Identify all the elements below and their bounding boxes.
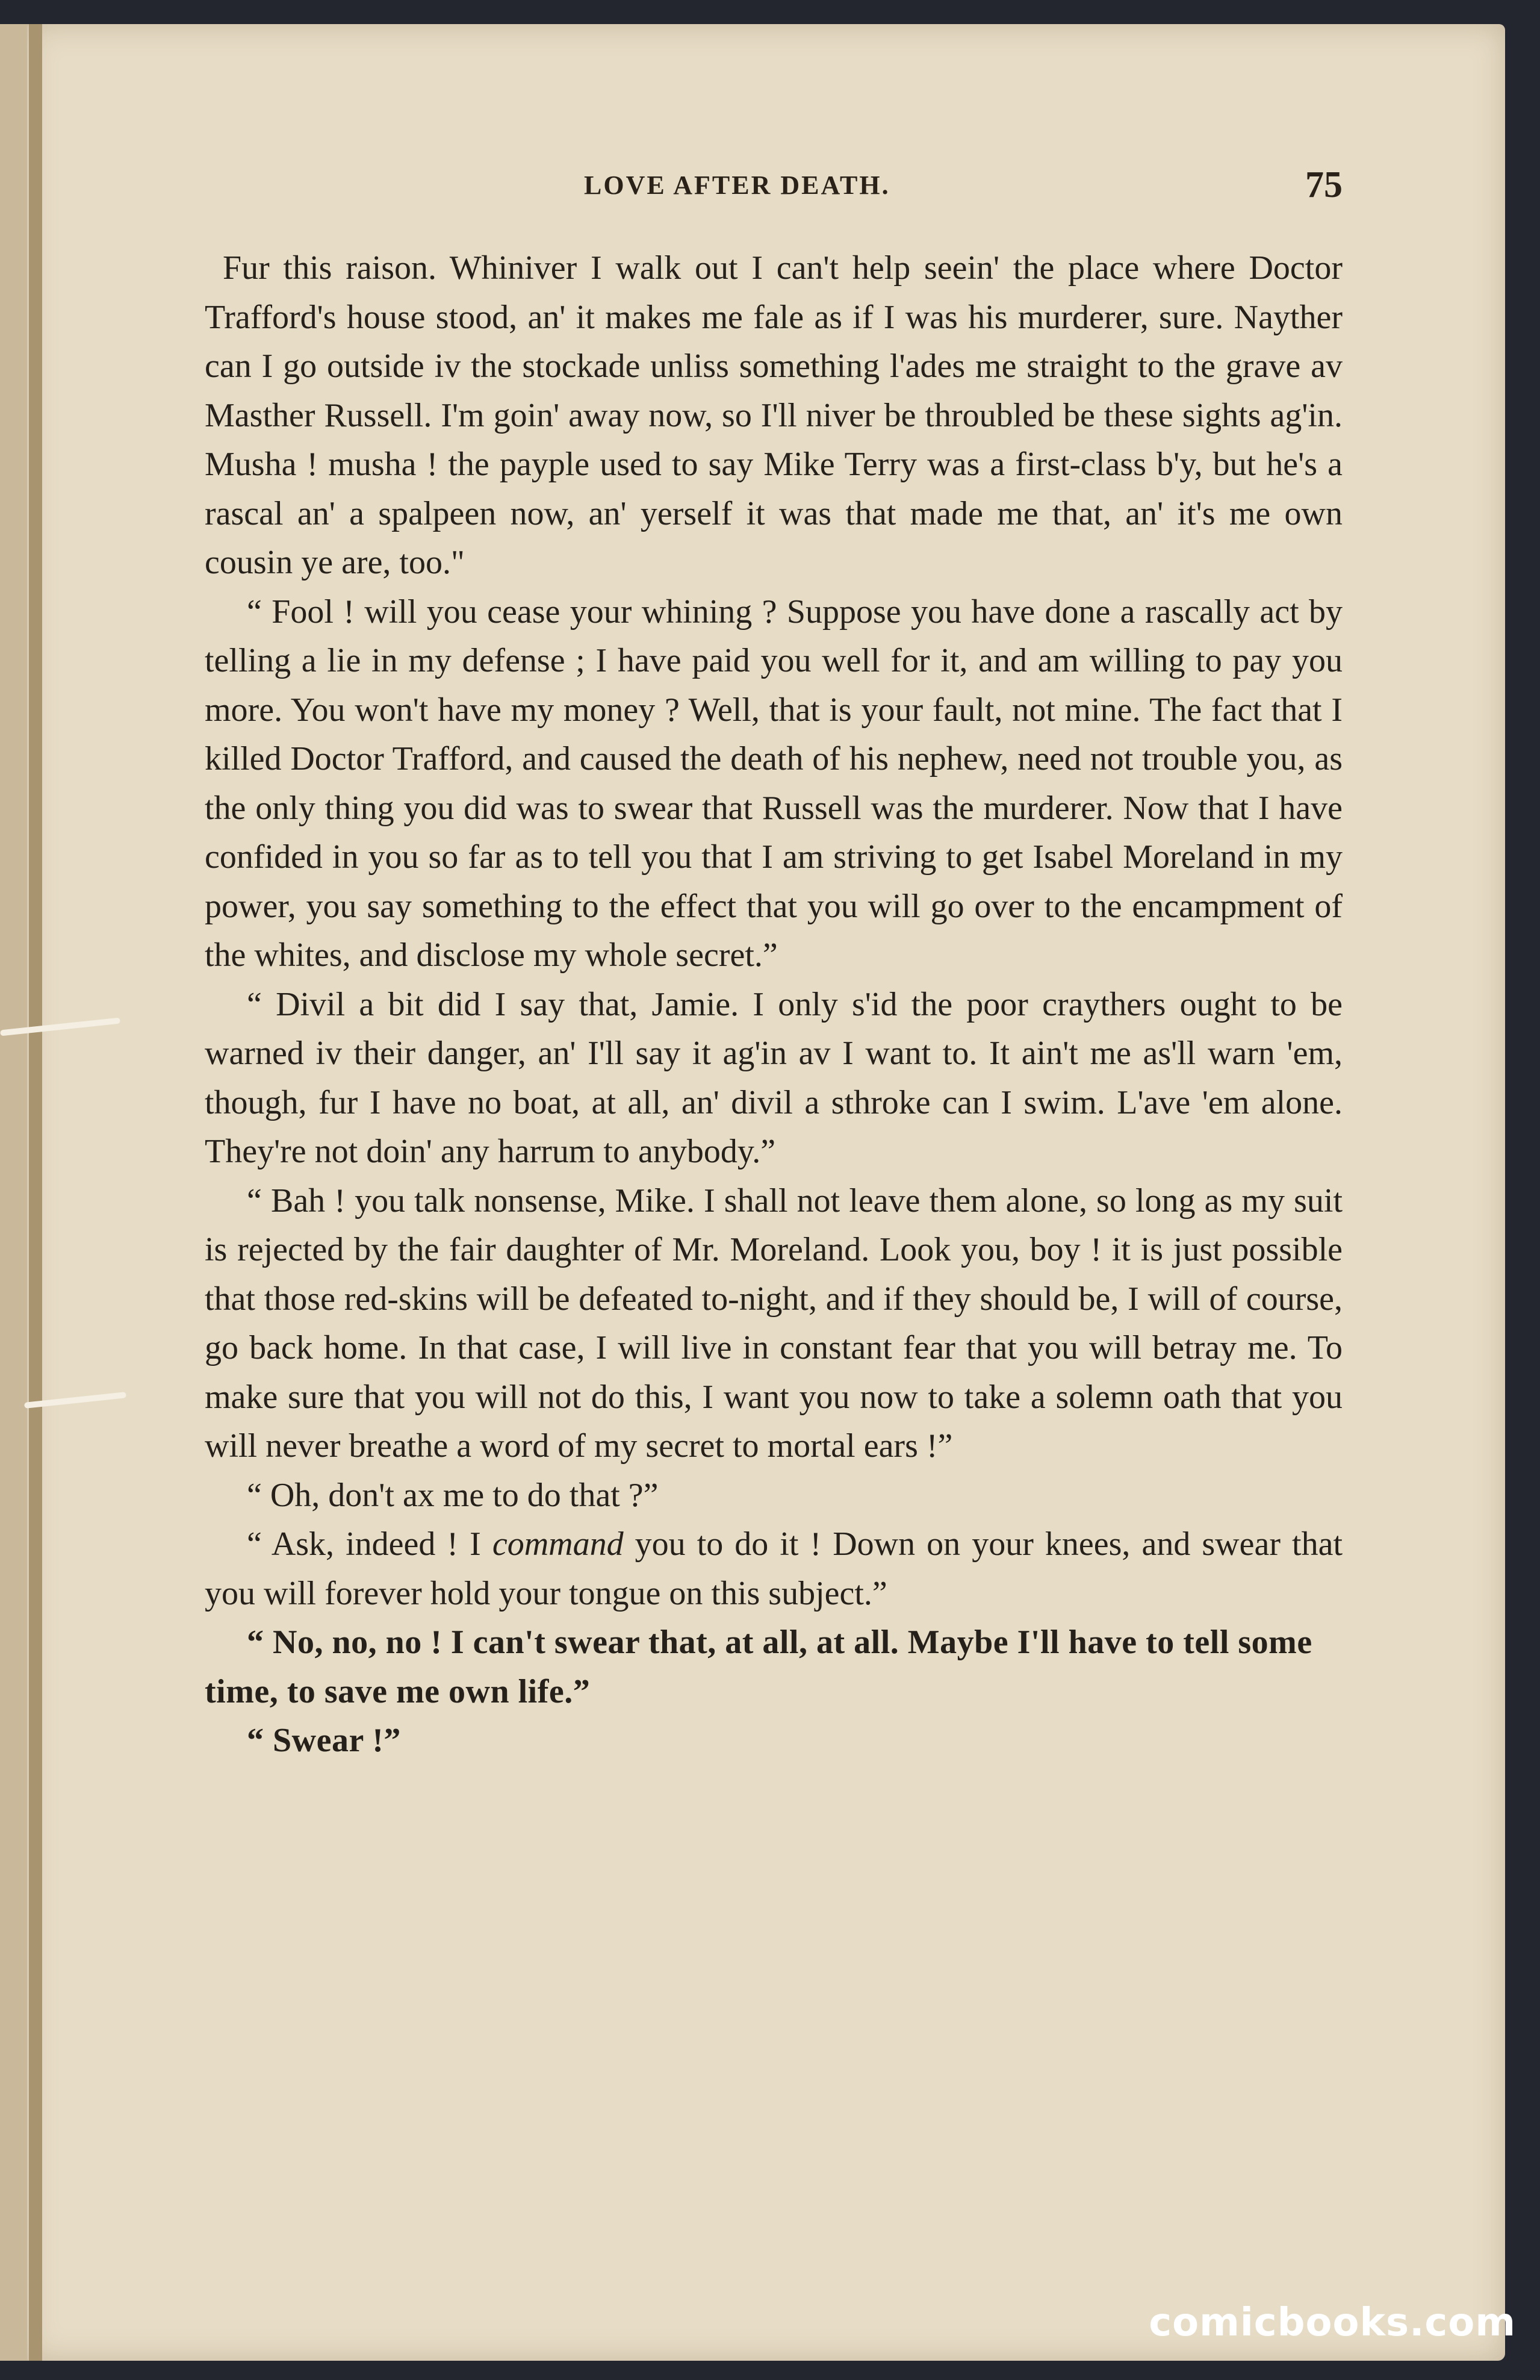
paragraph — [205, 1520, 1343, 1618]
paragraph: Fur this raison. Whiniver I walk out I can't help seein' the place where Doctor Trafford's house stood, an' it makes me fale as if I was his murderer, sure. Nayther can I go outside iv the stockade unliss something l'ades me straight to the grave av Masther Russell. I'm goin' away now, so I'll niver be throubled be these sights ag'in. Musha ! musha ! the payple used to say Mike Terry was a first-class b'y, but he's a rascal an' a spalpeen now, an' yerself it was that made me that, an' it's me own cousin ye are, too." — [205, 249, 1343, 581]
paragraph: “ Oh, don't ax me to do that ?” — [247, 1476, 659, 1514]
gutter-shadow — [29, 24, 42, 2361]
running-head: LOVE AFTER DEATH. — [584, 170, 890, 200]
page-body — [205, 244, 1343, 1766]
paragraph: “ Bah ! you talk nonsense, Mike. I shall not leave them alone, so long as my suit is rejected by the fair daughter of Mr. Moreland. Look you, boy ! it is just possible that those red-skins will be defeated to-night, and if they should be, I will of course, go back home. In that case, I will live in constant fear that you will betray me. To make sure that you will not do this, I want you now to take a solemn oath that you will never breathe a word of my secret to mortal ears !” — [205, 1182, 1343, 1465]
italic-word: command — [492, 1525, 624, 1563]
paragraph: “ Divil a bit did I say that, Jamie. I only s'id the poor craythers ought to be warned iv their danger, an' I'll say it ag'in av I want to. It ain't me as'll warn 'em, though, fur I have no boat, at all, an' divil a sthroke can I swim. L'ave 'em alone. They're not doin' any harrum to anybody.” — [205, 985, 1343, 1170]
page-number: 75 — [1305, 164, 1343, 205]
page-header — [205, 164, 1343, 212]
facing-page-edge — [0, 24, 30, 2361]
bold-paragraph: “ Swear !” — [247, 1722, 401, 1759]
watermark: comicbooks.com — [1149, 2301, 1516, 2345]
paragraph-text: you to do it ! Down on your knees, and swear that you will forever hold your tongue on this subject.” — [205, 1525, 1343, 1612]
paragraph: “ Fool ! will you cease your whining ? Suppose you have done a rascally act by telling a lie in my defense ; I have paid you well for it, and am willing to pay you more. You won't have my money ? Well, that is your fault, not mine. The fact that I killed Doctor Trafford, and caused the death of his nephew, need not trouble you, as the only thing you did was to swear that Russell was the murderer. Now that I have confided in you so far as to tell you that I am striving to get Isabel Moreland in my power, you say something to the effect that you will go over to the encampment of the whites, and disclose my whole secret.” — [205, 593, 1343, 974]
paragraph-text: “ Ask, indeed ! I — [247, 1525, 492, 1563]
bold-paragraph: “ No, no, no ! I can't swear that, at all, at all. Maybe I'll have to tell some time, to save me own life.” — [205, 1624, 1312, 1710]
